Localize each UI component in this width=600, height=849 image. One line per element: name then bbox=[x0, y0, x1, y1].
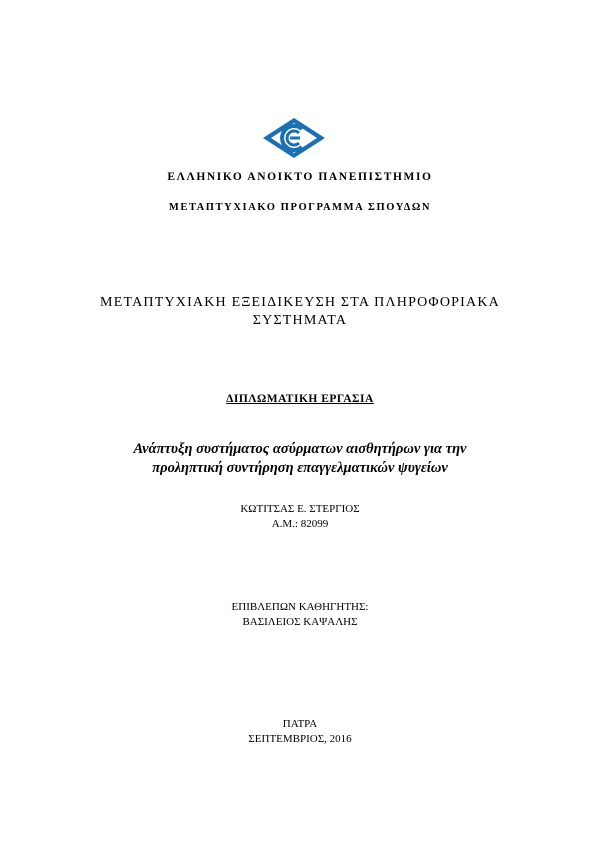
thesis-title-line-1: Ανάπτυξη συστήματος ασύρματων αισθητήρων για την bbox=[133, 441, 467, 457]
specialization-line-2: ΣΥΣΤΗΜΑΤΑ bbox=[252, 313, 348, 328]
thesis-title-line-2: προληπτική συντήρηση επαγγελματικών ψυγείων bbox=[152, 460, 448, 476]
author-registration-number: Α.Μ.: 82099 bbox=[271, 518, 329, 530]
date: ΣΕΠΤΕΜΒΡΙΟΣ, 2016 bbox=[248, 733, 352, 745]
supervisor-label: ΕΠΙΒΛΕΠΩΝ ΚΑΘΗΓΗΤΗΣ: bbox=[231, 601, 369, 613]
place: ΠΑΤΡΑ bbox=[282, 718, 318, 730]
document-type: ΔΙΠΛΩΜΑΤΙΚΗ ΕΡΓΑΣΙΑ bbox=[226, 393, 374, 405]
specialization-line-1: ΜΕΤΑΠΤΥΧΙΑΚΗ ΕΞΕΙΔΙΚΕΥΣΗ ΣΤΑ ΠΛΗΡΟΦΟΡΙΑΚΑ bbox=[100, 295, 500, 310]
university-name: ΕΛΛΗΝΙΚΟ ΑΝΟΙΚΤΟ ΠΑΝΕΠΙΣΤΗΜΙΟ bbox=[167, 171, 433, 183]
supervisor-name: ΒΑΣΙΛΕΙΟΣ ΚΑΨΑΛΗΣ bbox=[242, 616, 358, 628]
author-name: ΚΩΤΙΤΣΑΣ Ε. ΣΤΕΡΓΙΟΣ bbox=[240, 503, 360, 515]
program-name: ΜΕΤΑΠΤΥΧΙΑΚΟ ΠΡΟΓΡΑΜΜΑ ΣΠΟΥΔΩΝ bbox=[168, 202, 432, 213]
eap-logo-icon bbox=[262, 117, 326, 159]
